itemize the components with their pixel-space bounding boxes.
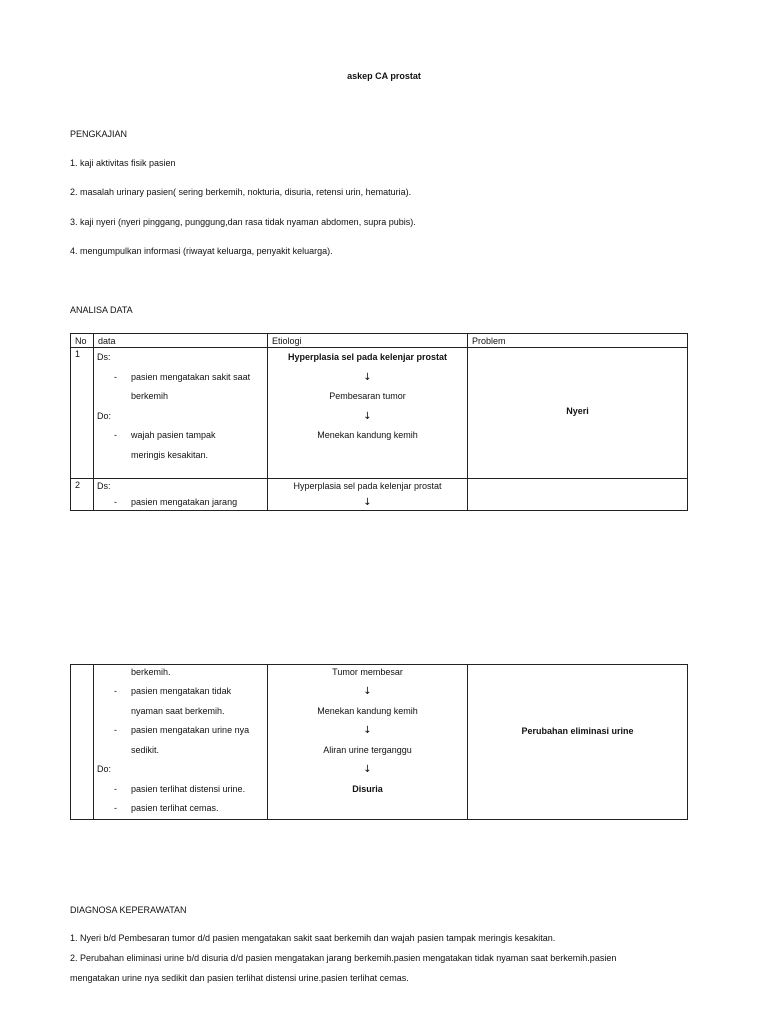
- list-item-continuation: berkemih: [131, 391, 169, 401]
- col-header-etiologi: Etiologi: [268, 334, 468, 348]
- diagnosa-item-2-line-1: 2. Perubahan eliminasi urine b/d disuria d/d pasien mengatakan jarang berkemih.pasien mengatakan tidak nyaman saat berkemih.pasien: [70, 953, 617, 963]
- row-number: [71, 665, 94, 820]
- pengkajian-item-1: 1. kaji aktivitas fisik pasien: [70, 158, 176, 168]
- list-item: [94, 495, 267, 510]
- analisa-table-part-2: [70, 664, 688, 820]
- pengkajian-item-3: 3. kaji nyeri (nyeri pinggang, punggung,dan rasa tidak nyaman abdomen, supra pubis).: [70, 217, 416, 227]
- etiologi-step: Pembesaran tumor: [329, 391, 406, 401]
- do-label: Do:: [97, 410, 112, 421]
- col-header-no: No: [71, 334, 94, 348]
- etiologi-cell: [268, 479, 468, 511]
- table-header-row: [71, 334, 688, 348]
- pengkajian-item-2: 2. masalah urinary pasien( sering berkemih, nokturia, disuria, retensi urin, hematuria).: [70, 187, 412, 197]
- down-arrow-icon: ↓: [363, 410, 372, 422]
- list-item: [94, 426, 267, 446]
- list-item-text: pasien terlihat cemas.: [131, 803, 219, 813]
- down-arrow-icon: ↓: [363, 764, 372, 775]
- do-label: Do:: [97, 764, 112, 774]
- row-number: 2: [71, 479, 94, 511]
- etiologi-step: Aliran urine terganggu: [323, 744, 412, 755]
- data-cell: [94, 665, 268, 820]
- list-item-text: pasien mengatakan tidak: [131, 686, 232, 696]
- list-item-text: pasien mengatakan sakit saat: [131, 371, 251, 382]
- table-row: [71, 479, 688, 511]
- document-title: askep CA prostat: [347, 71, 421, 81]
- etiologi-step: Menekan kandung kemih: [317, 705, 418, 716]
- list-item: [94, 780, 267, 800]
- list-item-continuation: meringis kesakitan.: [131, 449, 209, 460]
- row-number: 1: [71, 348, 94, 479]
- down-arrow-icon: ↓: [363, 686, 372, 697]
- etiologi-step: Hyperplasia sel pada kelenjar prostat: [287, 352, 448, 362]
- list-item-continuation: sedikit.: [131, 744, 160, 755]
- list-item: [94, 368, 267, 388]
- list-item-text: wajah pasien tampak: [131, 430, 216, 440]
- pengkajian-item-4: 4. mengumpulkan informasi (riwayat keluarga, penyakit keluarga).: [70, 246, 333, 256]
- analisa-heading: ANALISA DATA: [70, 305, 133, 315]
- down-arrow-icon: ↓: [363, 371, 372, 383]
- dash-bullet: -: [114, 725, 117, 735]
- list-item: [94, 799, 267, 819]
- dash-bullet: -: [114, 430, 117, 440]
- ds-label: Ds:: [97, 352, 111, 362]
- data-cell: [94, 348, 268, 479]
- problem-cell: Perubahan eliminasi urine: [468, 665, 688, 820]
- problem-cell: Nyeri: [468, 348, 688, 479]
- list-item-continuation: berkemih.: [131, 667, 171, 677]
- etiologi-step: Menekan kandung kemih: [317, 430, 418, 440]
- etiologi-cell: [268, 665, 468, 820]
- etiologi-step: Tumor membesar: [332, 667, 403, 677]
- list-item-text: pasien terlihat distensi urine.: [131, 783, 246, 794]
- col-header-data: data: [94, 334, 268, 348]
- problem-cell: [468, 479, 688, 511]
- list-item-text: pasien mengatakan jarang: [131, 497, 238, 507]
- dash-bullet: -: [114, 371, 117, 382]
- col-header-problem: Problem: [468, 334, 688, 348]
- analisa-table-part-1: [70, 333, 688, 511]
- ds-label: Ds:: [97, 481, 111, 491]
- etiologi-cell: [268, 348, 468, 479]
- diagnosa-item-1: 1. Nyeri b/d Pembesaran tumor d/d pasien mengatakan sakit saat berkemih dan wajah pasien tampak meringis kesakitan.: [70, 933, 556, 943]
- dash-bullet: -: [114, 783, 117, 794]
- diagnosa-item-2-line-2: mengatakan urine nya sedikit dan pasien terlihat distensi urine.pasien terlihat cemas.: [70, 973, 409, 983]
- diagnosa-heading: DIAGNOSA KEPERAWATAN: [70, 905, 187, 915]
- etiologi-step: Hyperplasia sel pada kelenjar prostat: [293, 481, 442, 491]
- dash-bullet: -: [114, 686, 117, 696]
- dash-bullet: -: [114, 803, 117, 813]
- data-cell: [94, 479, 268, 511]
- list-item-text: pasien mengatakan urine nya: [131, 725, 250, 735]
- list-item-continuation: nyaman saat berkemih.: [131, 705, 225, 716]
- etiologi-step: Disuria: [352, 783, 383, 794]
- down-arrow-icon: ↓: [363, 725, 372, 736]
- down-arrow-icon: ↓: [363, 497, 372, 508]
- table-row: [71, 665, 688, 820]
- list-item: [94, 721, 267, 741]
- table-row: [71, 348, 688, 479]
- list-item: [94, 682, 267, 702]
- pengkajian-heading: PENGKAJIAN: [70, 129, 128, 139]
- dash-bullet: -: [114, 497, 117, 507]
